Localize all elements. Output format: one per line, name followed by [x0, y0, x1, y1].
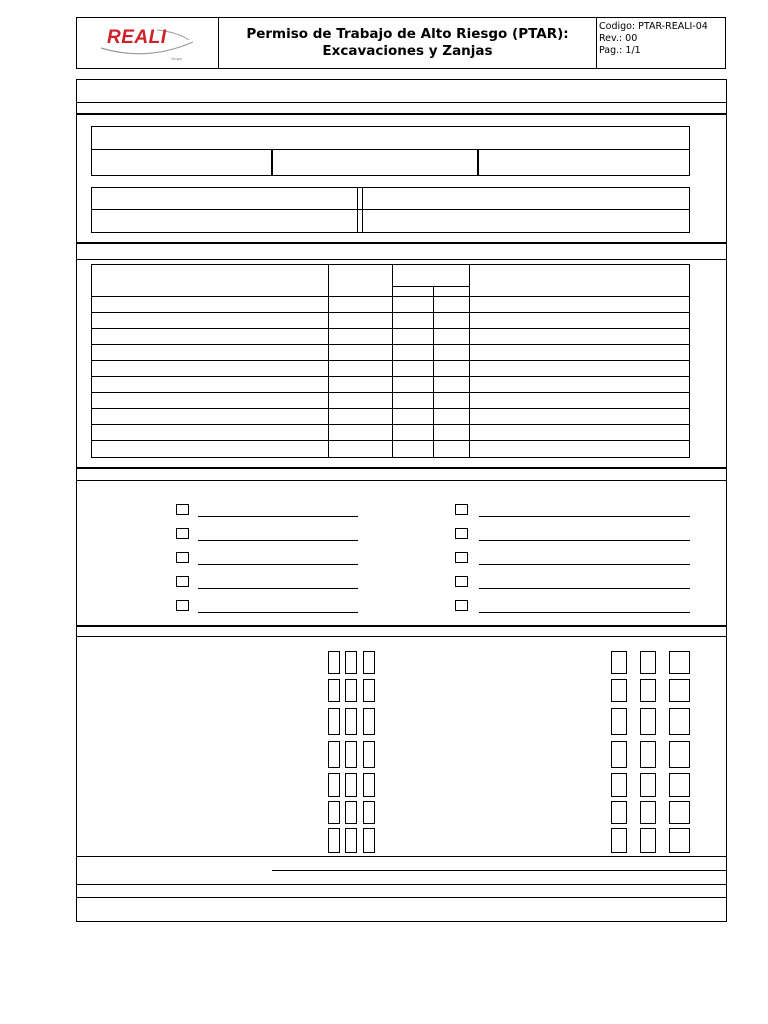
checkbox[interactable] — [176, 576, 189, 587]
check-box[interactable] — [363, 801, 375, 824]
blank-line[interactable] — [479, 564, 690, 565]
section-divider — [76, 897, 727, 898]
table-line — [91, 149, 690, 150]
table-line — [362, 187, 363, 233]
blank-line[interactable] — [198, 612, 358, 613]
check-box[interactable] — [640, 679, 656, 702]
meta-cell — [597, 18, 725, 68]
section-divider — [76, 856, 727, 857]
check-box[interactable] — [640, 801, 656, 824]
table-row — [91, 312, 690, 313]
table-line — [271, 149, 273, 176]
check-box[interactable] — [328, 679, 340, 702]
check-box[interactable] — [640, 741, 656, 768]
check-box[interactable] — [363, 708, 375, 735]
table-row — [91, 296, 690, 297]
check-box[interactable] — [611, 741, 627, 768]
section-divider — [76, 636, 727, 637]
check-box[interactable] — [345, 801, 357, 824]
check-box[interactable] — [363, 773, 375, 797]
blank-line[interactable] — [479, 540, 690, 541]
personnel-table — [91, 264, 690, 458]
check-box[interactable] — [669, 828, 690, 853]
check-box[interactable] — [328, 741, 340, 768]
checkbox[interactable] — [176, 528, 189, 539]
table-line — [91, 209, 690, 210]
check-box[interactable] — [640, 773, 656, 797]
document-header — [76, 17, 726, 69]
check-box[interactable] — [345, 679, 357, 702]
check-box[interactable] — [669, 708, 690, 735]
check-box[interactable] — [328, 708, 340, 735]
check-box[interactable] — [640, 828, 656, 853]
section-divider — [76, 480, 727, 481]
check-box[interactable] — [328, 773, 340, 797]
check-box[interactable] — [669, 651, 690, 674]
check-box[interactable] — [345, 651, 357, 674]
blank-line[interactable] — [479, 588, 690, 589]
blank-line[interactable] — [198, 540, 358, 541]
table-row — [91, 392, 690, 393]
table-line — [392, 264, 393, 458]
blank-line[interactable] — [479, 612, 690, 613]
document-title-line-1: Permiso de Trabajo de Alto Riesgo (PTAR): — [246, 26, 569, 42]
check-box[interactable] — [640, 708, 656, 735]
logo-tagline: Grupo — [171, 56, 183, 61]
section-divider — [76, 102, 727, 103]
signature-line[interactable] — [272, 870, 726, 871]
check-box[interactable] — [611, 773, 627, 797]
document-title-line-2: Excavaciones y Zanjas — [322, 43, 493, 59]
document-revision: Rev.: 00 — [599, 33, 638, 44]
title-cell — [219, 18, 597, 68]
check-box[interactable] — [669, 773, 690, 797]
check-box[interactable] — [328, 801, 340, 824]
check-box[interactable] — [328, 828, 340, 853]
table-row — [91, 360, 690, 361]
blank-line[interactable] — [479, 516, 690, 517]
table-row — [91, 408, 690, 409]
checkbox[interactable] — [176, 552, 189, 563]
checkbox[interactable] — [455, 504, 468, 515]
check-box[interactable] — [669, 679, 690, 702]
table-line — [392, 286, 469, 287]
blank-line[interactable] — [198, 564, 358, 565]
table-row — [91, 440, 690, 441]
general-info-box — [91, 126, 690, 176]
check-box[interactable] — [611, 828, 627, 853]
check-box[interactable] — [345, 708, 357, 735]
table-row — [91, 344, 690, 345]
check-box[interactable] — [611, 708, 627, 735]
check-box[interactable] — [611, 651, 627, 674]
section-divider — [76, 625, 727, 627]
check-box[interactable] — [363, 651, 375, 674]
check-box[interactable] — [611, 679, 627, 702]
table-line — [477, 149, 479, 176]
check-box[interactable] — [363, 741, 375, 768]
checkbox[interactable] — [455, 552, 468, 563]
check-box[interactable] — [669, 741, 690, 768]
check-box[interactable] — [363, 679, 375, 702]
document-page: Pag.: 1/1 — [599, 45, 641, 56]
checkbox[interactable] — [176, 600, 189, 611]
check-box[interactable] — [345, 828, 357, 853]
table-row — [91, 328, 690, 329]
section-divider — [76, 259, 727, 260]
table-line — [328, 264, 329, 458]
check-box[interactable] — [611, 801, 627, 824]
check-box[interactable] — [345, 741, 357, 768]
blank-line[interactable] — [198, 588, 358, 589]
section-divider — [76, 884, 727, 885]
checkbox[interactable] — [455, 600, 468, 611]
responsible-box — [91, 187, 690, 233]
check-box[interactable] — [363, 828, 375, 853]
section-divider — [76, 113, 727, 115]
check-box[interactable] — [328, 651, 340, 674]
checkbox[interactable] — [176, 504, 189, 515]
check-box[interactable] — [669, 801, 690, 824]
logo-text: REALI — [107, 27, 167, 48]
section-divider — [76, 242, 727, 244]
checkbox[interactable] — [455, 576, 468, 587]
checkbox[interactable] — [455, 528, 468, 539]
table-line — [357, 187, 358, 233]
logo-cell — [77, 18, 219, 68]
blank-line[interactable] — [198, 516, 358, 517]
section-divider — [76, 467, 727, 469]
table-row — [91, 376, 690, 377]
table-row — [91, 424, 690, 425]
table-line — [469, 264, 470, 458]
document-code: Codigo: PTAR-REALI-04 — [599, 21, 708, 32]
check-box[interactable] — [640, 651, 656, 674]
check-box[interactable] — [345, 773, 357, 797]
